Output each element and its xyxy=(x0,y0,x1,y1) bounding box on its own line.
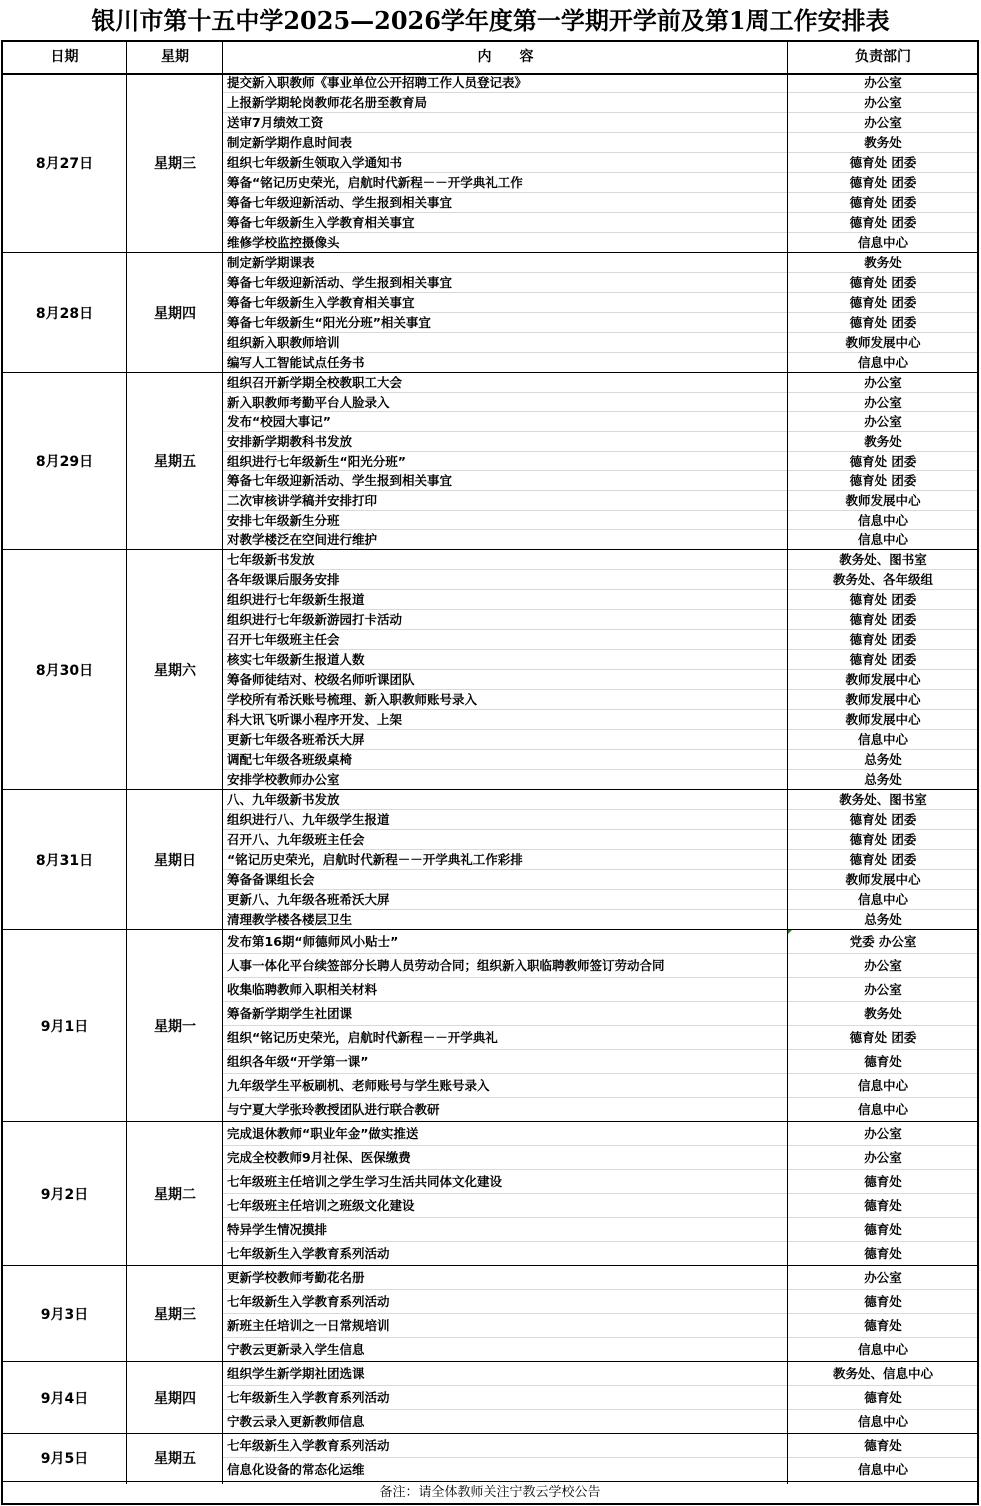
schedule-table xyxy=(1,40,979,1505)
task-cell: 送审7月绩效工资 xyxy=(227,115,324,130)
dept-cell: 信息中心 xyxy=(857,512,908,528)
dept-cell: 信息中心 xyxy=(857,732,908,747)
task-cell: 制定新学期课表 xyxy=(227,255,315,270)
table-row xyxy=(223,890,977,910)
task-cell: 清理教学楼各楼层卫生 xyxy=(227,912,353,927)
table-row xyxy=(223,690,977,710)
dept-cell: 教务处、信息中心 xyxy=(832,1366,933,1381)
header-weekday: 星期 xyxy=(161,49,189,65)
task-cell: 维修学校监控摄像头 xyxy=(227,235,340,250)
dept-cell: 教务处、图书室 xyxy=(839,552,927,567)
task-cell: 组织学生新学期社团选课 xyxy=(227,1366,365,1381)
weekday-cell: 星期四 xyxy=(154,1390,196,1407)
dept-cell: 信息中心 xyxy=(857,235,908,250)
task-cell: 召开八、九年级班主任会 xyxy=(227,832,365,847)
task-rows xyxy=(223,1266,977,1362)
task-cell: 学校所有希沃账号梳理、新入职教师账号录入 xyxy=(227,692,478,707)
date-cell: 8月27日 xyxy=(35,155,94,172)
task-cell: 更新八、九年级各班希沃大屏 xyxy=(227,892,390,907)
table-row xyxy=(223,1242,977,1266)
table-row xyxy=(223,1290,977,1314)
dept-cell: 信息中心 xyxy=(857,1078,908,1093)
day-group xyxy=(3,253,977,373)
table-row xyxy=(223,73,977,93)
table-row xyxy=(223,313,977,333)
task-rows xyxy=(223,373,977,550)
dept-cell: 德育处 团委 xyxy=(849,473,917,489)
table-row xyxy=(223,511,977,531)
table-row xyxy=(223,1098,977,1122)
dept-cell: 德育处 团委 xyxy=(849,453,917,469)
task-cell: 七年级新生入学教育系列活动 xyxy=(227,1294,390,1309)
task-cell: 完成退休教师“职业年金”做实推送 xyxy=(227,1126,419,1141)
table-row xyxy=(223,1170,977,1194)
table-row xyxy=(223,810,977,830)
table-row xyxy=(223,750,977,770)
day-group xyxy=(3,73,977,253)
dept-cell: 德育处 团委 xyxy=(849,155,917,170)
dept-cell: 信息中心 xyxy=(857,532,908,548)
dept-cell: 德育处 xyxy=(864,1222,902,1237)
task-cell: “铭记历史荣光，启航时代新程－－开学典礼工作彩排 xyxy=(227,852,523,867)
table-row xyxy=(223,1314,977,1338)
dept-cell: 德育处 团委 xyxy=(849,315,917,330)
dept-cell: 教务处、各年级组 xyxy=(832,572,933,587)
dept-cell: 办公室 xyxy=(864,414,902,430)
task-cell: 上报新学期轮岗教师花名册至教育局 xyxy=(227,95,428,110)
date-cell: 9月1日 xyxy=(40,1018,89,1035)
table-row xyxy=(223,830,977,850)
table-row xyxy=(223,471,977,491)
day-group xyxy=(3,930,977,1122)
table-row xyxy=(223,1122,977,1146)
dept-cell: 教务处 xyxy=(864,433,902,449)
task-cell: 安排学校教师办公室 xyxy=(227,772,340,787)
dept-cell: 信息中心 xyxy=(857,892,908,907)
table-row xyxy=(223,1458,977,1482)
table-row xyxy=(223,910,977,930)
table-row xyxy=(223,590,977,610)
day-group xyxy=(3,1434,977,1482)
dept-cell: 总务处 xyxy=(864,772,902,787)
dept-cell: 德育处 xyxy=(864,1294,902,1309)
table-row xyxy=(223,1266,977,1290)
task-cell: 筹备七年级新生入学教育相关事宜 xyxy=(227,295,415,310)
task-cell: 安排新学期教科书发放 xyxy=(227,433,353,449)
task-cell: 收集临聘教师入职相关材料 xyxy=(227,982,378,997)
task-cell: 人事一体化平台续签部分长聘人员劳动合同；组织新入职临聘教师签订劳动合同 xyxy=(227,958,665,973)
task-rows xyxy=(223,1122,977,1266)
task-cell: 筹备“铭记历史荣光，启航时代新程－－开学典礼工作 xyxy=(227,175,523,190)
weekday-cell: 星期二 xyxy=(154,1186,196,1203)
table-row xyxy=(223,113,977,133)
table-row xyxy=(223,353,977,373)
task-cell: 筹备新学期学生社团课 xyxy=(227,1006,353,1021)
table-row xyxy=(223,193,977,213)
task-cell: 筹备七年级新生入学教育相关事宜 xyxy=(227,215,415,230)
dept-cell: 信息中心 xyxy=(857,355,908,370)
task-cell: 组织新入职教师培训 xyxy=(227,335,340,350)
weekday-cell: 星期一 xyxy=(154,1018,196,1035)
table-row xyxy=(223,1410,977,1434)
task-cell: 七年级新生入学教育系列活动 xyxy=(227,1390,390,1405)
dept-cell: 教师发展中心 xyxy=(845,712,921,727)
table-row xyxy=(223,1218,977,1242)
task-rows xyxy=(223,1434,977,1482)
task-cell: 筹备七年级迎新活动、学生报到相关事宜 xyxy=(227,275,453,290)
task-cell: 九年级学生平板刷机、老师账号与学生账号录入 xyxy=(227,1078,490,1093)
table-row xyxy=(223,273,977,293)
footer-note: 备注：请全体教师关注宁教云学校公告 xyxy=(3,1481,977,1503)
date-cell: 8月29日 xyxy=(35,454,94,470)
table-row xyxy=(223,1002,977,1026)
task-cell: 七年级班主任培训之学生学习生活共同体文化建设 xyxy=(227,1174,503,1189)
task-cell: 信息化设备的常态化运维 xyxy=(227,1462,365,1477)
table-row xyxy=(223,710,977,730)
dept-cell: 办公室 xyxy=(864,75,902,90)
dept-cell: 教务处 xyxy=(864,1006,902,1021)
table-row xyxy=(223,954,977,978)
table-row xyxy=(223,650,977,670)
task-cell: 发布第16期“师德师风小贴士” xyxy=(227,934,399,949)
dept-cell: 教师发展中心 xyxy=(845,672,921,687)
dept-cell: 办公室 xyxy=(864,375,902,390)
task-cell: 组织进行七年级新生“阳光分班” xyxy=(227,453,406,469)
dept-cell: 德育处 团委 xyxy=(849,852,917,867)
task-cell: 各年级课后服务安排 xyxy=(227,572,340,587)
table-row xyxy=(223,333,977,353)
task-cell: 更新学校教师考勤花名册 xyxy=(227,1270,365,1285)
dept-cell: 德育处 xyxy=(864,1318,902,1333)
dept-cell: 德育处 团委 xyxy=(849,295,917,310)
dept-cell: 德育处 团委 xyxy=(849,195,917,210)
table-row xyxy=(223,293,977,313)
dept-cell: 德育处 xyxy=(864,1198,902,1213)
table-row xyxy=(223,870,977,890)
task-cell: 二次审核讲学稿并安排打印 xyxy=(227,492,378,508)
task-cell: 筹备七年级迎新活动、学生报到相关事宜 xyxy=(227,473,453,489)
task-cell: 组织召开新学期全校教职工大会 xyxy=(227,375,403,390)
table-row xyxy=(223,412,977,432)
weekday-cell: 星期五 xyxy=(154,1450,196,1467)
task-cell: 制定新学期作息时间表 xyxy=(227,135,353,150)
task-cell: 七年级班主任培训之班级文化建设 xyxy=(227,1198,415,1213)
task-cell: 科大讯飞听课小程序开发、上架 xyxy=(227,712,403,727)
dept-cell: 信息中心 xyxy=(857,1414,908,1429)
task-cell: 新入职教师考勤平台人脸录入 xyxy=(227,394,390,410)
dept-cell: 德育处 xyxy=(864,1174,902,1189)
header-dept: 负责部门 xyxy=(855,49,911,65)
table-row xyxy=(223,432,977,452)
task-cell: 筹备七年级迎新活动、学生报到相关事宜 xyxy=(227,195,453,210)
dept-cell: 德育处 团委 xyxy=(849,175,917,190)
task-cell: 调配七年级各班级桌椅 xyxy=(227,752,353,767)
task-rows xyxy=(223,1362,977,1434)
task-cell: 新班主任培训之一日常规培训 xyxy=(227,1318,390,1333)
task-cell: 七年级新生入学教育系列活动 xyxy=(227,1246,390,1261)
task-cell: 七年级新生入学教育系列活动 xyxy=(227,1438,390,1453)
dept-cell: 德育处 xyxy=(864,1390,902,1405)
date-cell: 9月3日 xyxy=(40,1306,89,1323)
weekday-cell: 星期日 xyxy=(154,852,196,869)
date-cell: 9月2日 xyxy=(40,1186,89,1203)
task-cell: 对教学楼泛在空间进行维护 xyxy=(227,532,378,548)
task-cell: 宁教云更新录入学生信息 xyxy=(227,1342,365,1357)
table-row xyxy=(223,930,977,954)
table-row xyxy=(223,1362,977,1386)
table-row xyxy=(223,610,977,630)
table-row xyxy=(223,850,977,870)
task-cell: 组织“铭记历史荣光，启航时代新程－－开学典礼 xyxy=(227,1030,498,1045)
dept-cell: 教师发展中心 xyxy=(845,872,921,887)
table-row xyxy=(223,730,977,750)
dept-cell: 办公室 xyxy=(864,1126,902,1141)
date-cell: 8月31日 xyxy=(35,852,94,869)
task-cell: 筹备七年级新生“阳光分班”相关事宜 xyxy=(227,315,431,330)
dept-cell: 德育处 xyxy=(864,1246,902,1261)
task-cell: 发布“校园大事记” xyxy=(227,414,331,430)
weekday-cell: 星期三 xyxy=(154,1306,196,1323)
dept-cell: 办公室 xyxy=(864,1270,902,1285)
dept-cell: 信息中心 xyxy=(857,1462,908,1477)
page-title: 银川市第十五中学2025—2026学年度第一学期开学前及第1周工作安排表 xyxy=(91,6,890,35)
table-row xyxy=(223,1194,977,1218)
dept-cell: 德育处 xyxy=(864,1054,902,1069)
task-cell: 组织进行八、九年级学生报道 xyxy=(227,812,390,827)
weekday-cell: 星期五 xyxy=(154,454,196,470)
dept-cell: 办公室 xyxy=(864,95,902,110)
dept-cell: 教师发展中心 xyxy=(845,335,921,350)
task-cell: 特异学生情况摸排 xyxy=(227,1222,328,1237)
task-cell: 与宁夏大学张玲教授团队进行联合教研 xyxy=(227,1102,440,1117)
header-date: 日期 xyxy=(50,49,79,65)
dept-cell: 办公室 xyxy=(864,394,902,410)
table-row xyxy=(223,93,977,113)
task-cell: 组织七年级新生领取入学通知书 xyxy=(227,155,403,170)
table-row xyxy=(223,173,977,193)
table-row xyxy=(223,491,977,511)
dept-cell: 总务处 xyxy=(864,752,902,767)
dept-cell: 德育处 团委 xyxy=(849,652,917,667)
task-cell: 安排七年级新生分班 xyxy=(227,512,340,528)
dept-cell: 德育处 团委 xyxy=(849,215,917,230)
table-row xyxy=(223,133,977,153)
task-rows xyxy=(223,550,977,790)
table-header xyxy=(3,42,977,75)
day-group xyxy=(3,1122,977,1266)
dept-cell: 德育处 团委 xyxy=(849,592,917,607)
dept-cell: 德育处 团委 xyxy=(849,1030,917,1045)
dept-cell: 教务处 xyxy=(864,255,902,270)
dept-cell: 教师发展中心 xyxy=(845,492,921,508)
table-row xyxy=(223,530,977,550)
table-row xyxy=(223,393,977,413)
table-row xyxy=(223,670,977,690)
table-row xyxy=(223,1074,977,1098)
table-row xyxy=(223,233,977,253)
task-cell: 召开七年级班主任会 xyxy=(227,632,340,647)
dept-cell: 教师发展中心 xyxy=(845,692,921,707)
task-rows xyxy=(223,930,977,1122)
table-row xyxy=(223,770,977,790)
table-row xyxy=(223,1146,977,1170)
header-content: 内 容 xyxy=(477,49,534,65)
dept-cell: 办公室 xyxy=(864,1150,902,1165)
task-cell: 宁教云录入更新教师信息 xyxy=(227,1414,365,1429)
date-cell: 8月30日 xyxy=(35,662,94,679)
day-group xyxy=(3,1266,977,1362)
dept-cell: 德育处 团委 xyxy=(849,632,917,647)
day-group xyxy=(3,373,977,550)
table-row xyxy=(223,630,977,650)
table-row xyxy=(223,213,977,233)
dept-cell: 德育处 团委 xyxy=(849,275,917,290)
dept-cell: 教务处 xyxy=(864,135,902,150)
table-row xyxy=(223,790,977,810)
date-cell: 8月28日 xyxy=(35,305,94,322)
dept-cell: 办公室 xyxy=(864,115,902,130)
task-cell: 筹备备课组长会 xyxy=(227,872,315,887)
task-cell: 核实七年级新生报道人数 xyxy=(227,652,365,667)
dept-cell: 总务处 xyxy=(864,912,902,927)
table-row xyxy=(223,978,977,1002)
task-cell: 提交新入职教师《事业单位公开招聘工作人员登记表》 xyxy=(227,75,528,90)
table-row xyxy=(223,253,977,273)
cell-comment-marker xyxy=(788,930,792,934)
table-row xyxy=(223,1434,977,1458)
task-cell: 八、九年级新书发放 xyxy=(227,792,340,807)
task-rows xyxy=(223,253,977,373)
table-row xyxy=(223,1050,977,1074)
date-cell: 9月4日 xyxy=(40,1390,89,1407)
task-cell: 完成全校教师9月社保、医保缴费 xyxy=(227,1150,411,1165)
table-row xyxy=(223,550,977,570)
task-cell: 组织进行七年级新游园打卡活动 xyxy=(227,612,403,627)
date-cell: 9月5日 xyxy=(40,1450,89,1467)
dept-cell: 信息中心 xyxy=(857,1342,908,1357)
column-divider xyxy=(126,42,127,1484)
column-divider xyxy=(787,42,788,1484)
table-row xyxy=(223,373,977,393)
dept-cell: 信息中心 xyxy=(857,1102,908,1117)
column-divider xyxy=(222,42,223,1484)
table-row xyxy=(223,153,977,173)
table-row xyxy=(223,1386,977,1410)
task-cell: 更新七年级各班希沃大屏 xyxy=(227,732,365,747)
dept-cell: 党委 办公室 xyxy=(849,934,917,949)
task-cell: 组织各年级“开学第一课” xyxy=(227,1054,369,1069)
task-cell: 七年级新书发放 xyxy=(227,552,315,567)
dept-cell: 德育处 团委 xyxy=(849,832,917,847)
weekday-cell: 星期六 xyxy=(154,662,196,679)
table-row xyxy=(223,1026,977,1050)
task-rows xyxy=(223,790,977,930)
dept-cell: 办公室 xyxy=(864,958,902,973)
dept-cell: 办公室 xyxy=(864,982,902,997)
dept-cell: 德育处 团委 xyxy=(849,612,917,627)
dept-cell: 德育处 xyxy=(864,1438,902,1453)
task-cell: 组织进行七年级新生报道 xyxy=(227,592,365,607)
table-row xyxy=(223,452,977,472)
weekday-cell: 星期四 xyxy=(154,305,196,322)
task-cell: 筹备师徒结对、校级名师听课团队 xyxy=(227,672,415,687)
day-group xyxy=(3,550,977,790)
day-group xyxy=(3,1362,977,1434)
table-row xyxy=(223,570,977,590)
task-cell: 编写人工智能试点任务书 xyxy=(227,355,365,370)
dept-cell: 教务处、图书室 xyxy=(839,792,927,807)
table-row xyxy=(223,1338,977,1362)
task-rows xyxy=(223,73,977,253)
dept-cell: 德育处 团委 xyxy=(849,812,917,827)
day-group xyxy=(3,790,977,930)
weekday-cell: 星期三 xyxy=(154,155,196,172)
